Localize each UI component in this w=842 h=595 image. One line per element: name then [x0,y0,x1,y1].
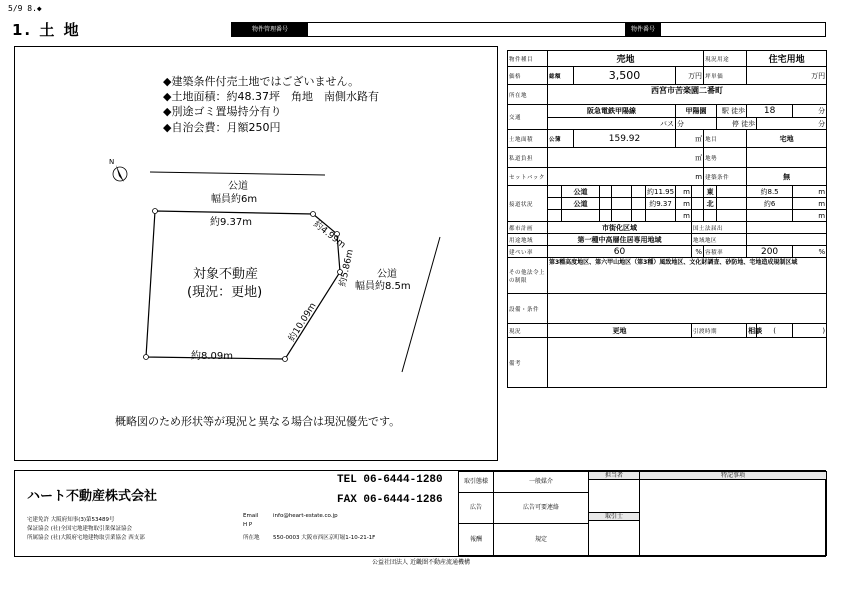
property-spec-table [507,50,827,388]
use-district-value: 第一種中高層住居専用地域 [548,234,692,246]
deal-value: 一般媒介 [493,471,589,493]
city-plan-label: 都市計画 [508,222,548,234]
road-top-label: 公道 [228,181,248,192]
id-label-2: 物件番号 [625,23,661,36]
road-width-2: 約6 [747,198,793,210]
delivery-label: 引渡時期 [692,324,747,338]
road-length-1: 約11.95 [647,187,675,196]
delivery-paren-close: ) [793,324,827,338]
road-length-1-unit: m [676,186,692,198]
rail-line: 阪急電鉄甲陽線 [548,105,676,118]
far-unit: % [793,246,827,258]
other-district-label: 地域地区 [692,234,747,246]
price-unit: 万円 [676,67,704,85]
chimoku-value: 宅地 [747,130,827,148]
fee-value: 規定 [493,523,589,556]
road-direction-1: 東 [704,186,717,198]
tsubo-price-label: 坪単価 [704,67,747,85]
dim-bottom: 約8.09m [191,351,234,362]
email-value[interactable]: info@heart-estate.co.jp [273,513,338,519]
far-label: 容積率 [704,246,747,258]
license-line-1: 宅建免許 大阪府知事(3)第53489号 [27,517,115,523]
road-right-label: 公道 [377,269,397,280]
price-label: 価格 [508,67,548,85]
dim-top: 約9.37m [210,217,253,228]
special-notes-box [639,479,827,556]
setback-unit: m [548,168,704,186]
id-label-1: 物件管理番号 [232,23,308,36]
bus-unit: 分 [676,118,717,130]
road-width-3-unit: m [793,210,827,222]
rights-value: 無 [747,168,827,186]
fax-number: FAX 06-6444-1286 [337,494,443,506]
road-length-2-unit: m [676,198,692,210]
other-restrictions-label: その他法令上の制限 [508,258,548,294]
location-label: 所在地 [508,85,548,105]
coverage-value: 60 [548,246,692,258]
city-plan-value: 市街化区域 [548,222,692,234]
road-width-2-unit: m [793,198,827,210]
date-mark: 5/9 8.◆ [8,4,42,13]
map-caption: 概略図のため形状等が現況と異なる場合は現況優先です。 [115,415,401,428]
north-label: N [109,158,115,166]
ad-label: 広告 [458,492,494,524]
lot-diagram [15,47,497,460]
staff-box [588,479,640,513]
address-value: 550-0003 大阪市西区京町堀1-10-21-1F [273,535,376,541]
land-area-unit: ㎡ [676,130,704,148]
shape-value [747,148,827,168]
dim-right: 約5.86m [338,248,356,288]
road-length-3-unit: m [676,210,692,222]
land-area-label: 土地面積 [508,130,548,148]
road-width-1: 約8.5 [747,186,793,198]
rights-label: 建築条件 [704,168,747,186]
bus-label: バス [548,118,676,130]
broker-box [588,520,640,556]
facilities-label: 設備・条件 [508,294,548,324]
dim-diag-1: 約4.99m [311,219,348,251]
chimoku-label: 地目 [704,130,747,148]
land-area-kind: 公簿 [548,130,574,148]
agency-footer [14,470,826,557]
setback-label: セットバック [508,168,548,186]
road-width-1-unit: m [793,186,827,198]
stop-walk-unit: 分 [757,118,827,130]
address-label: 所在地 [243,535,260,541]
compass-icon [113,165,127,182]
zoning-use-label: 現況用途 [704,51,747,67]
frontage-label: 接道状況 [508,186,548,222]
special-notes-label: 特記事項 [639,471,827,480]
remarks-label: 備考 [508,338,548,388]
road-kind-2: 公道 [562,198,600,210]
private-road-unit: ㎡ [548,148,704,168]
shape-label: 地勢 [704,148,747,168]
lot-title: 対象不動産 [193,267,259,282]
homepage-label: H P [243,522,253,528]
road-kind-1: 公道 [562,186,600,198]
map-note-2: ◆土地面積：約48.37坪 角地 南側水路有 [163,90,379,103]
walk-unit: 分 [793,105,827,118]
id-bar [231,22,826,37]
license-line-3: 所属協会 (社)大阪府宅地建物取引業協会 西支部 [27,535,145,541]
ad-value: 広告可要連絡 [493,492,589,524]
road-top-width: 幅員約6m [211,194,258,205]
use-district-label: 用途地域 [508,234,548,246]
dim-diag-2: 約10.09m [287,301,319,344]
staff-label: 担当者 [588,471,640,480]
organization-name: 公益社団法人 近畿圏不動産流通機構 [372,559,470,566]
tsubo-price-unit: 万円 [747,67,827,85]
status-value: 更地 [548,324,692,338]
email-label: Email [243,513,259,519]
company-name: ハート不動産株式会社 [27,489,158,504]
status-label: 現況 [508,324,548,338]
transaction-grid [458,471,827,556]
private-road-label: 私道負担 [508,148,548,168]
road-length-2: 約9.37 [646,198,676,210]
land-area-value: 159.92 [574,130,676,148]
deal-label: 取引態様 [458,471,494,493]
broker-label: 取引士 [588,512,640,521]
location-value: 西宮市苦楽園二番町 [548,85,827,105]
far-value: 200 [747,246,793,258]
walk-label: 駅 徒歩 [717,105,747,118]
price-value: 3,500 [574,67,676,85]
delivery-paren-open: ( [757,324,793,338]
road-right-edge [402,237,440,372]
land-act-label: 国土法届出 [692,222,747,234]
type-label: 物件種目 [508,51,548,67]
map-note-4: ◆自治会費：月額250円 [163,121,281,134]
section-title: 1. 土 地 [12,21,81,39]
stop-walk-label: 停 徒歩 [717,118,757,130]
station-name: 甲陽園 [676,105,717,118]
road-top-edge [150,172,325,175]
property-type: 売地 [548,51,704,67]
lot-status: (現況：更地) [187,285,263,300]
coverage-unit: % [692,246,704,258]
price-kind: 総額 [548,67,574,85]
traffic-label: 交通 [508,105,548,130]
fee-label: 報酬 [458,523,494,556]
site-map [14,46,498,461]
map-note-1: ◆建築条件付売土地ではございません。 [163,75,360,88]
other-restrictions-value: 第3種高度地区、第六甲山地区（第3種）風致地区、文化財調査、砂防地、宅地造成規制区域 [548,258,827,294]
road-direction-2: 北 [704,198,717,210]
coverage-label: 建ぺい率 [508,246,548,258]
road-right-width: 幅員約8.5m [355,281,411,292]
delivery-value: 相談 [747,324,757,338]
phone-number[interactable]: TEL 06-6444-1280 [337,474,443,486]
zoning-use: 住宅用地 [747,51,827,67]
walk-minutes: 18 [747,105,793,118]
map-note-3: ◆別途ゴミ置場持分有り [163,105,282,118]
license-line-2: 保証協会 (社)全国宅地建物取引業保証協会 [27,526,133,532]
